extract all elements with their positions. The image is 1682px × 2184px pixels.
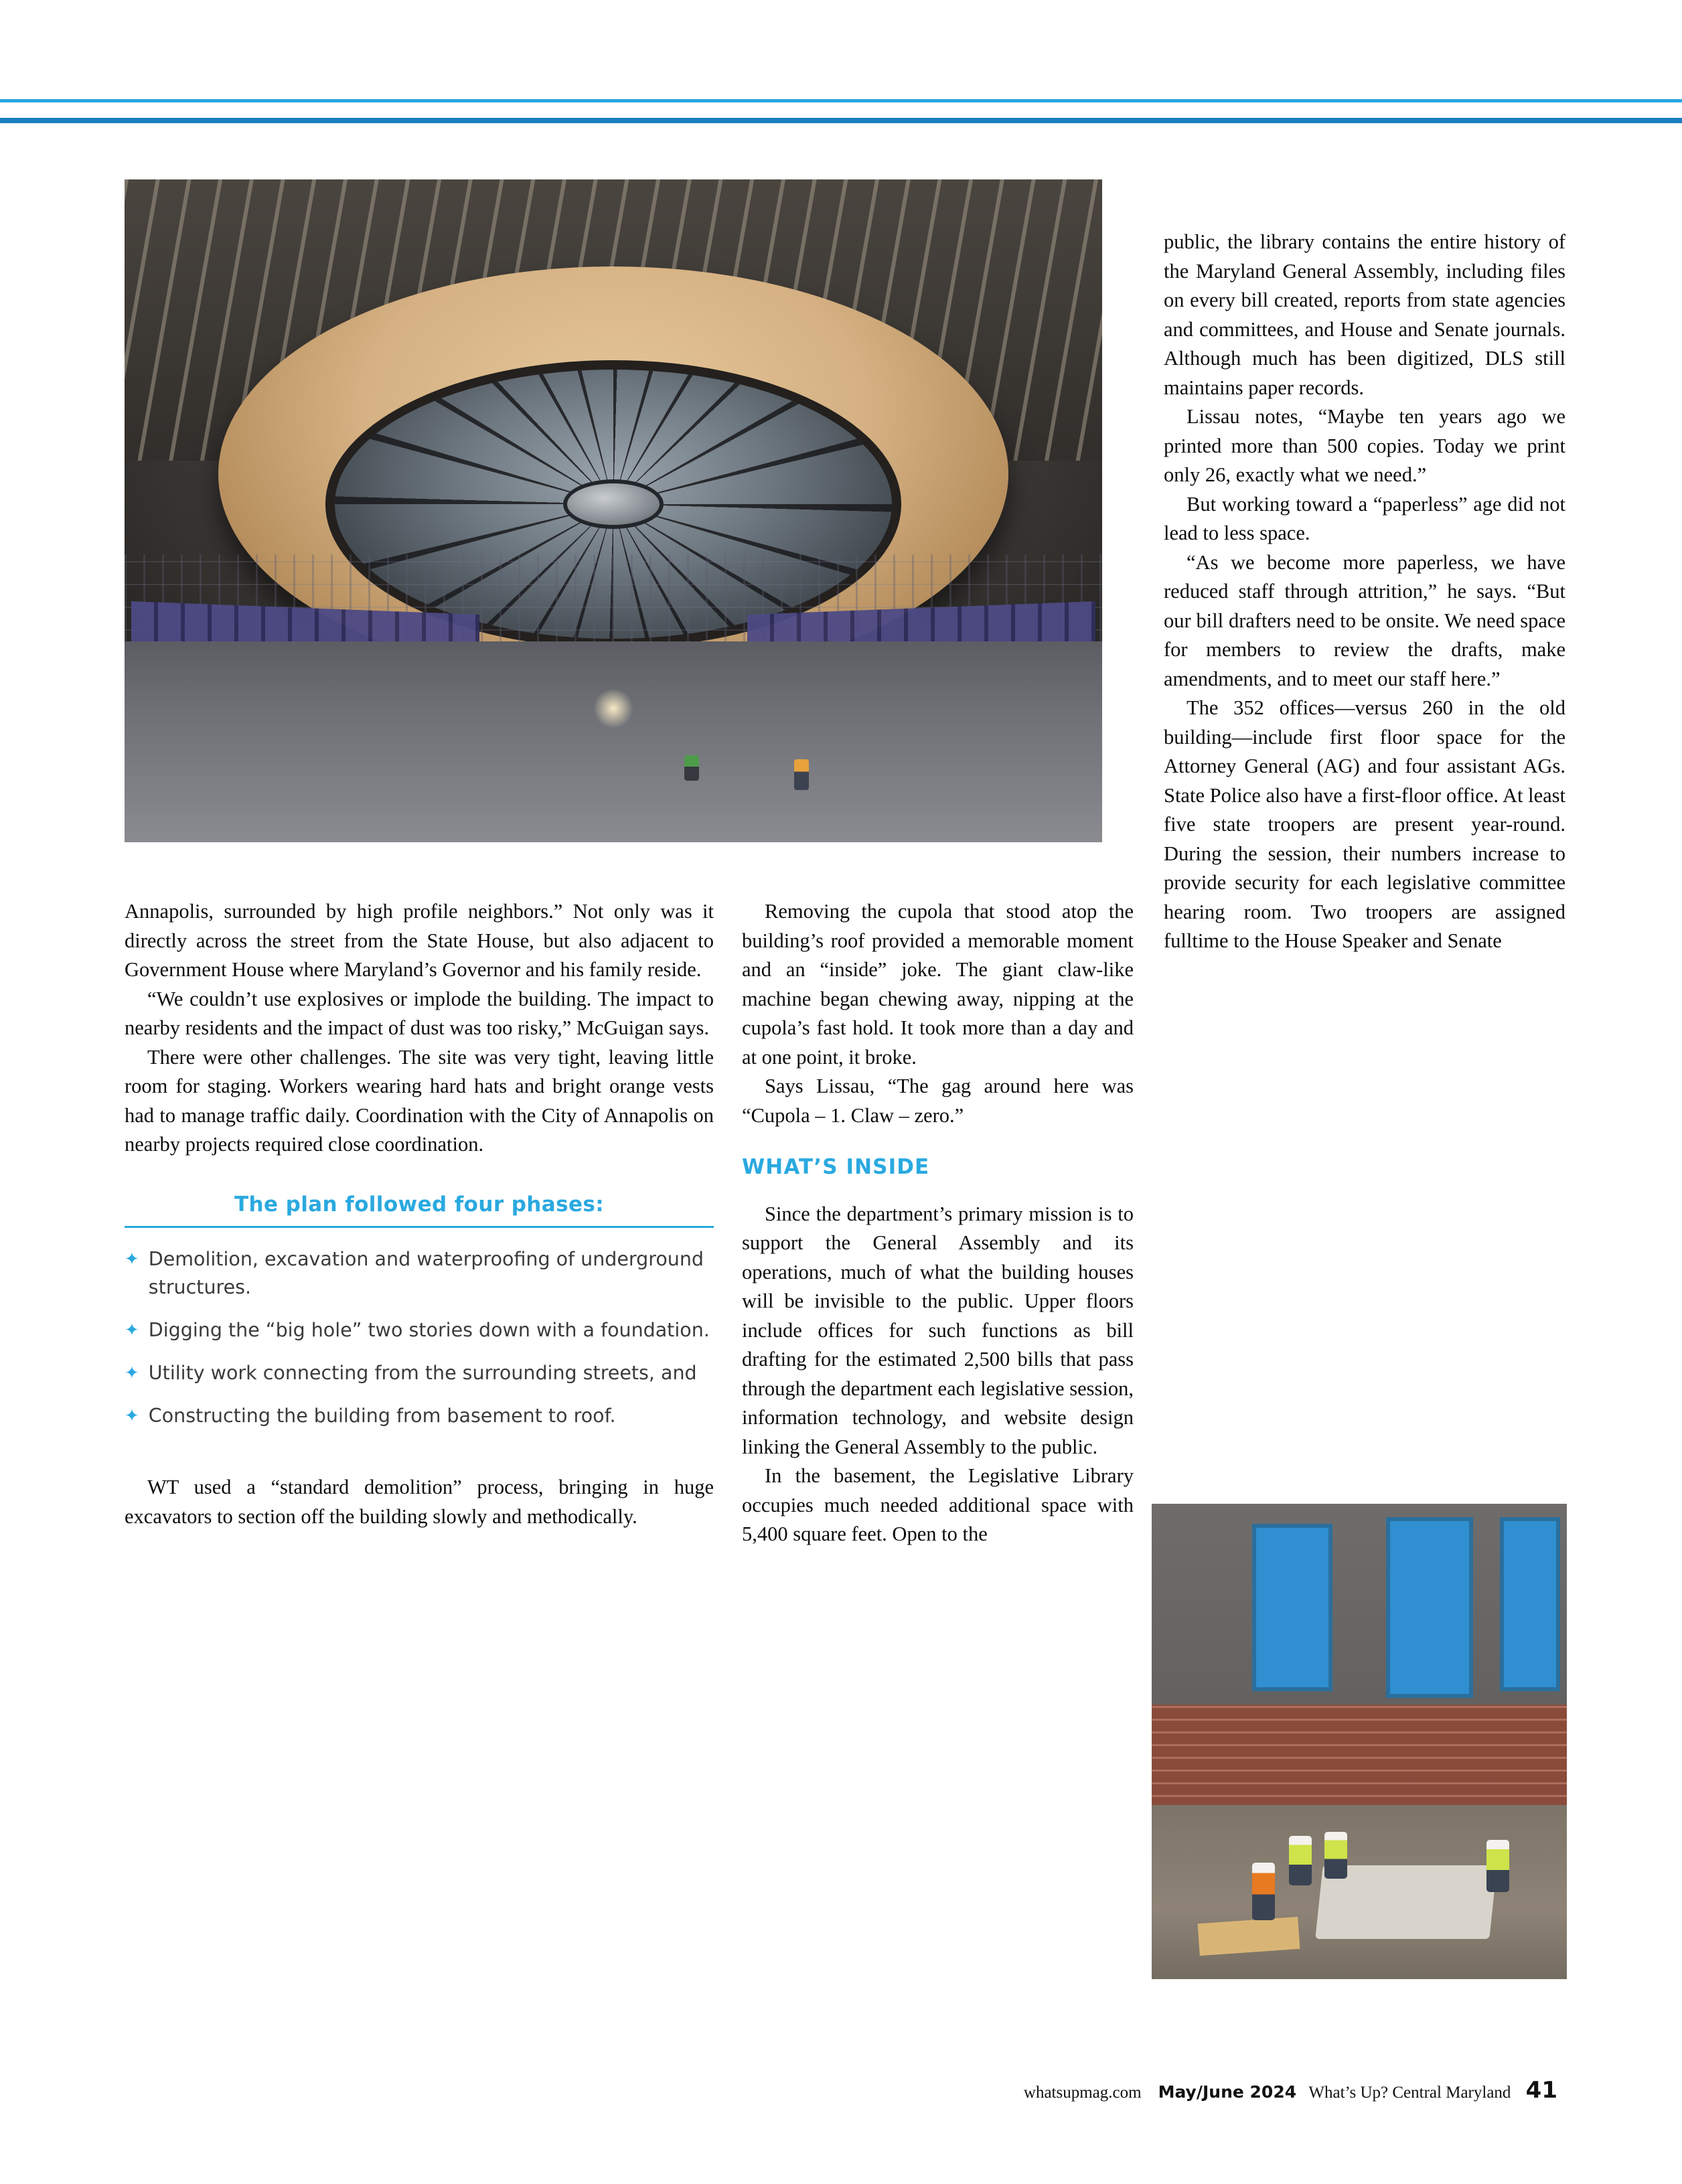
page-footer [1024,2077,1557,2104]
diamond-bullet-icon: ✦ [125,1320,139,1340]
footer-magazine-name: What’s Up? Central Maryland [1308,2084,1511,2102]
list-item [125,1402,714,1430]
paragraph: “We couldn’t use explosives or implode the building. The impact to nearby residents and the impact of dust was too risky,” McGuigan says. [125,987,714,1039]
paragraph: WT used a “standard demolition” process, bringing in huge excavators to section off the building slowly and methodically. [125,1476,714,1528]
diamond-bullet-icon: ✦ [125,1363,139,1383]
paragraph: public, the library contains the entire history of the Maryland General Assembly, including files on every bill created, reports from state agencies and committees, and House and Senate journals. Although much has been digitized, DLS still maintains paper records. [1164,230,1565,399]
callout-underline [125,1226,714,1228]
paragraph: Annapolis, surrounded by high profile neighbors.” Not only was it directly across the street from the State House, but also adjacent to Government House where Maryland’s Governor and his family reside. [125,900,714,981]
list-item [125,1245,714,1302]
diamond-bullet-icon: ✦ [125,1249,139,1269]
footer-page-number: 41 [1525,2077,1557,2104]
diamond-bullet-icon: ✦ [125,1406,139,1426]
worker-figure [1289,1836,1312,1885]
list-item-label: Constructing the building from basement to roof. [148,1405,616,1427]
callout-bullet-list [125,1245,714,1430]
paragraph: Says Lissau, “The gag around here was “Cupola – 1. Claw – zero.” [742,1075,1134,1127]
worker-figure [1486,1840,1509,1892]
oculus-hub [563,479,664,529]
list-item [125,1316,714,1344]
body-column-3 [1164,228,1565,956]
window-opening [1500,1517,1560,1691]
list-item-label: Utility work connecting from the surrounding streets, and [148,1362,697,1384]
hero-photo [125,179,1102,842]
top-rule-dark [0,118,1682,123]
list-item-label: Digging the “big hole” two stories down with a foundation. [148,1319,710,1341]
section-heading: WHAT’S INSIDE [742,1155,930,1179]
floor-slab [125,641,1102,842]
window-opening [1252,1524,1332,1691]
worksite-photo [1152,1504,1567,1979]
paragraph: There were other challenges. The site was very tight, leaving little room for staging. Workers wearing hard hats and bright orange vests had to manage traffic daily. Coordination with the City of Annapolis on nearby projects required close coordination. [125,1045,714,1156]
worker-figure [684,755,699,781]
list-item-label: Demolition, excavation and waterproofing of underground structures. [148,1248,704,1298]
worker-figure [794,759,809,790]
paragraph: Lissau notes, “Maybe ten years ago we printed more than 500 copies. Today we print only 26, exactly what we need.” [1164,405,1565,486]
paragraph: But working toward a “paperless” age did not lead to less space. [1164,492,1565,544]
footer-website: whatsupmag.com [1023,2084,1142,2102]
worker-figure [1324,1832,1347,1879]
window-opening [1386,1517,1473,1698]
paragraph: Since the department’s primary mission is to support the General Assembly and its operations, much of what the building houses will be invisible to the public. Upper floors include offices for such functions as bill drafting for the estimated 2,500 bills that pass through the department each legislative session, information technology, and website design linking the General Assembly to the public. [742,1202,1134,1458]
work-light-glow [593,688,633,728]
paragraph: The 352 offices—versus 260 in the old building—include first floor space for the Attorney General (AG) and four assistant AGs. State Police also have a first-floor office. At least five state troopers are present year-round. During the session, their numbers increase to provide security for each legislative committee hearing room. Two troopers are assigned fulltime to the House Speaker and Senate [1164,696,1565,952]
footer-issue-date: May/June 2024 [1158,2082,1297,2102]
list-item [125,1359,714,1387]
callout-title: The plan followed four phases: [234,1192,605,1217]
body-column-2 [742,897,1134,1549]
callout-box [125,1190,714,1431]
top-rule-light [0,99,1682,102]
worker-figure [1252,1863,1275,1920]
body-column-1 [125,897,714,1531]
paragraph: Removing the cupola that stood atop the building’s roof provided a memorable moment and an “inside” joke. The giant claw-like machine began chewing away, nipping at the cupola’s fast hold. It took more than a day and at one point, it broke. [742,900,1134,1069]
paragraph: In the basement, the Legislative Library occupies much needed additional space with 5,400 square feet. Open to the [742,1464,1134,1545]
paragraph: “As we become more paperless, we have reduced staff through attrition,” he says. “But our bill drafters need to be onsite. We need space for members to review the drafts, make amendments, and to meet our staff here.” [1164,550,1565,690]
